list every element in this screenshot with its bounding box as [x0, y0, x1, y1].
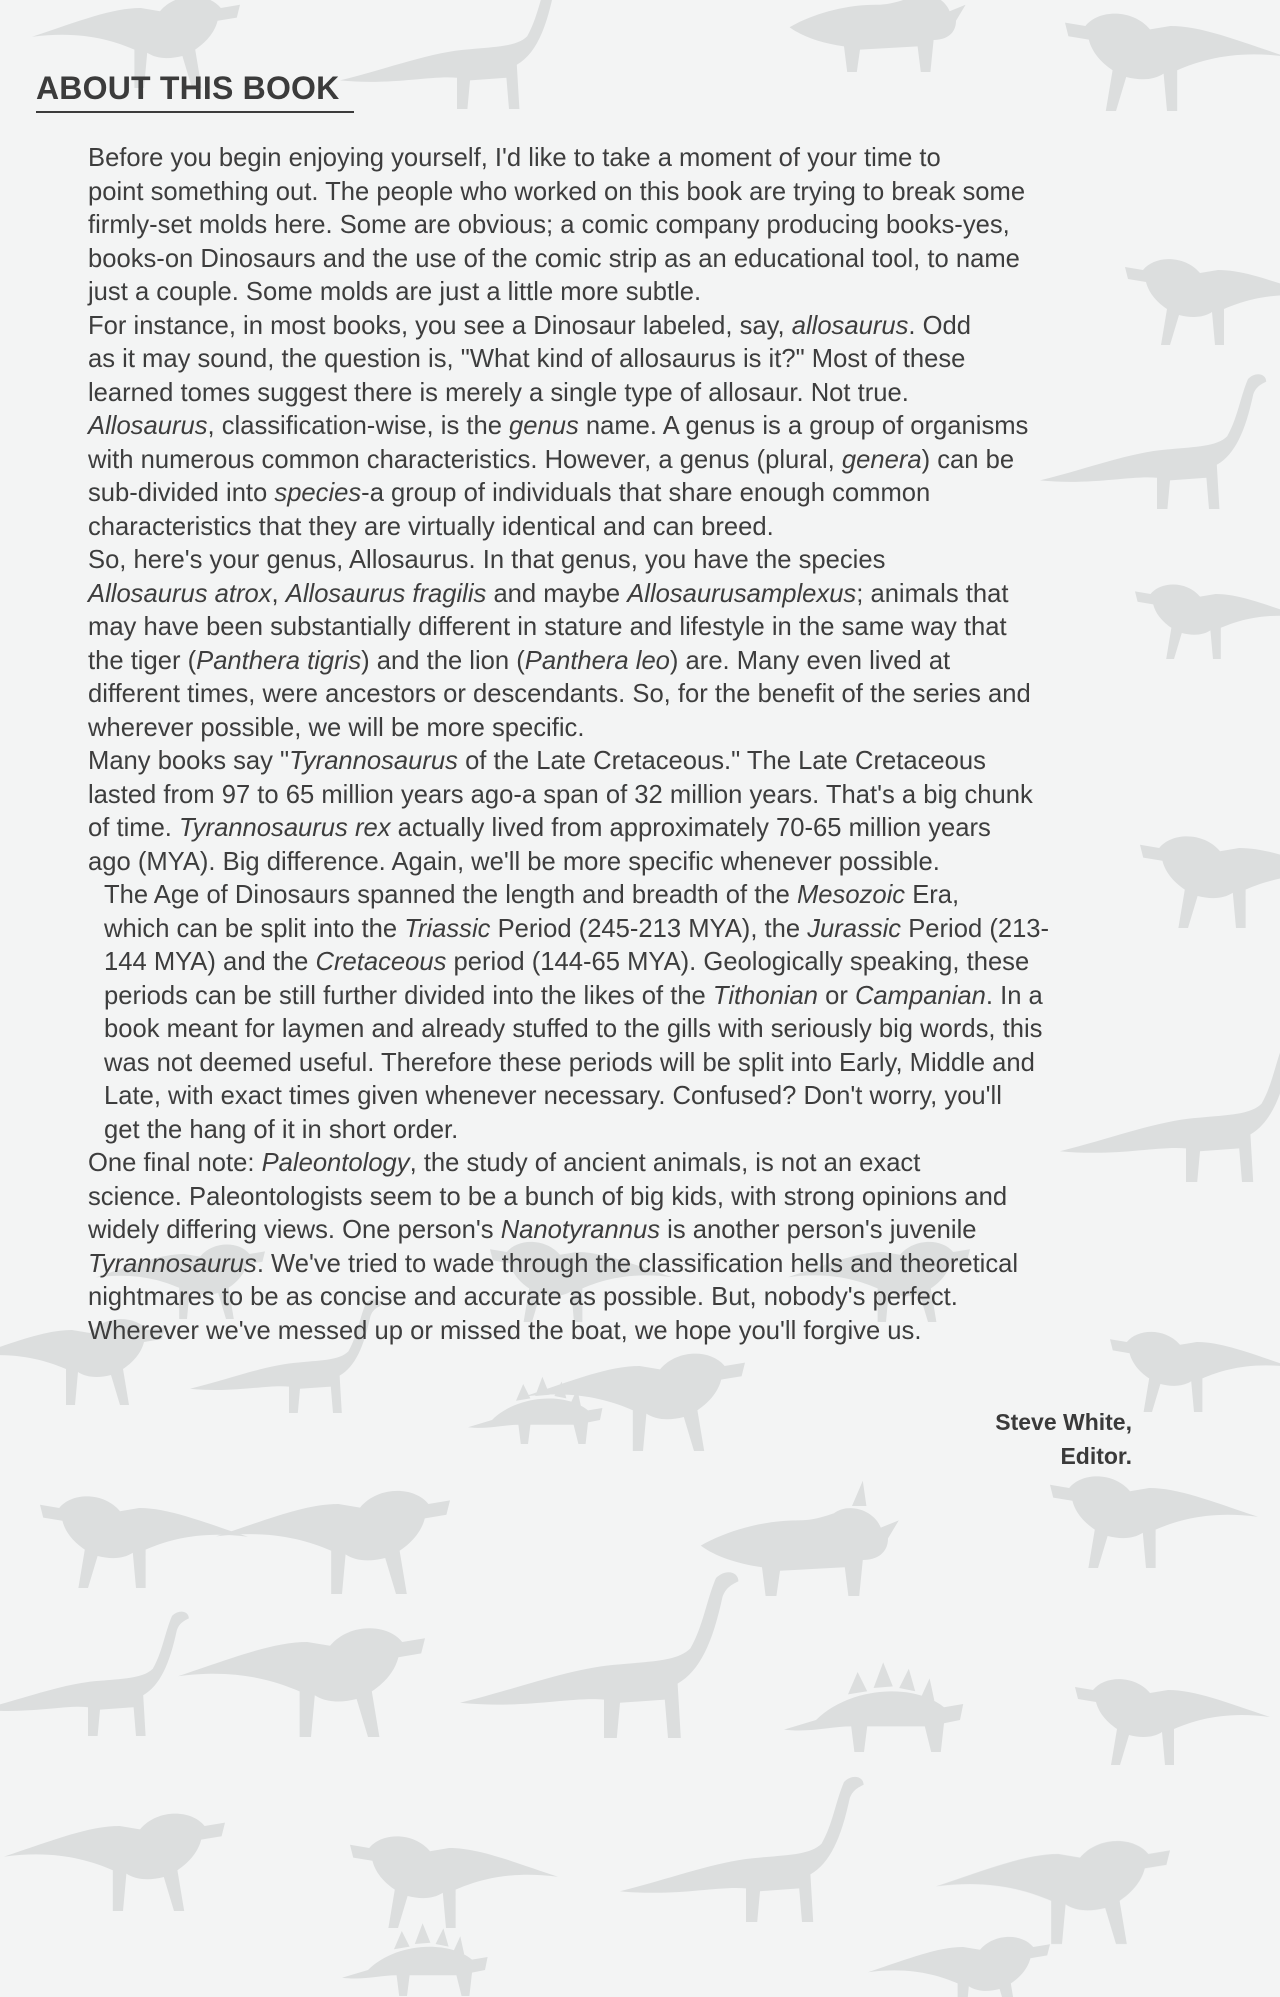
text-line — [38, 980, 1136, 1014]
italic-term: Panthera leo — [524, 646, 670, 675]
text-line — [38, 1181, 1136, 1215]
text-line — [38, 477, 1136, 511]
text-run: is another person's juvenile — [660, 1216, 977, 1244]
italic-term: Tyrannosaurus — [88, 1249, 257, 1278]
text-line — [38, 712, 1136, 746]
text-run: For instance, in most books, you see a Dinosaur labeled, say, — [88, 311, 792, 340]
text-line — [38, 645, 1136, 679]
text-line — [38, 377, 1136, 411]
paragraph — [38, 879, 1136, 1147]
text-run: sub-divided into — [88, 479, 275, 507]
text-run: Period (213- — [901, 914, 1050, 943]
text-run: ) can be — [921, 445, 1015, 474]
text-run: So, here's your genus, Allosaurus. In that genus, you have the species — [88, 546, 886, 574]
text-run: firmly-set molds here. Some are obvious; a comic company producing books-yes, — [88, 211, 1010, 239]
text-run: as it may sound, the question is, "What kind of allosaurus is it?" Most of these — [88, 345, 966, 373]
text-run: and maybe — [486, 579, 628, 608]
italic-term: Tithonian — [712, 981, 818, 1010]
italic-term: Tyrannosaurus rex — [179, 814, 391, 842]
text-run: -a group of individuals that share enough common — [361, 479, 931, 507]
italic-term: allosaurus — [791, 311, 909, 340]
text-line — [38, 410, 1136, 444]
text-run: Era, — [905, 881, 960, 909]
text-line — [38, 544, 1136, 578]
text-run: which can be split into the — [104, 914, 405, 943]
text-run: Wherever we've messed up or missed the boat, we hope you'll forgive us. — [88, 1316, 922, 1345]
text-line — [38, 879, 1136, 913]
text-line — [38, 1013, 1136, 1047]
text-line — [38, 444, 1136, 478]
italic-term: Nanotyrannus — [500, 1216, 661, 1244]
text-line — [38, 1281, 1136, 1315]
text-run: may have been substantially different in stature and lifestyle in the same way that — [88, 613, 1007, 641]
italic-term: genus — [509, 412, 579, 440]
text-run: or — [817, 981, 855, 1010]
text-run: period (144-65 MYA). Geologically speaking, these — [446, 948, 1030, 976]
text-run: nightmares to be as concise and accurate as possible. But, nobody's perfect. — [88, 1283, 958, 1311]
text-line — [38, 209, 1136, 243]
text-line — [38, 276, 1136, 310]
text-line — [38, 1114, 1136, 1148]
text-run: 144 MYA) and the — [104, 948, 316, 976]
text-run: ; animals that — [856, 579, 1009, 608]
signature-name: Steve White, — [995, 1409, 1132, 1435]
text-run: actually lived from approximately 70-65 million years — [390, 814, 991, 842]
italic-term: Paleontology — [261, 1149, 410, 1177]
text-line — [38, 611, 1136, 645]
italic-term: species — [274, 479, 362, 507]
text-run: of time. — [88, 814, 180, 842]
signature-title: Editor. — [1060, 1443, 1132, 1469]
paragraph — [38, 745, 1136, 879]
text-run: books-on Dinosaurs and the use of the comic strip as an educational tool, to name — [88, 244, 1020, 273]
paragraph — [38, 142, 1136, 310]
text-run: Before you begin enjoying yourself, I'd like to take a moment of your time to — [88, 144, 941, 172]
text-line — [38, 310, 1136, 344]
text-run: ) are. Many even lived at — [669, 646, 951, 675]
text-line — [38, 1147, 1136, 1181]
text-run: One final note: — [88, 1149, 262, 1177]
text-line — [38, 678, 1136, 712]
text-line — [38, 913, 1136, 947]
text-run: wherever possible, we will be more specific. — [88, 713, 585, 742]
text-run: lasted from 97 to 65 million years ago-a span of 32 million years. That's a big chunk — [88, 780, 1033, 809]
text-line — [38, 1080, 1136, 1114]
text-run: . Odd — [908, 311, 971, 340]
text-line — [38, 343, 1136, 377]
italic-term: Allosaurus fragilis — [285, 579, 487, 608]
italic-term: Campanian — [854, 981, 986, 1010]
text-run: ) and the lion ( — [361, 646, 525, 675]
paragraph — [38, 544, 1136, 745]
text-run: . In a — [985, 981, 1043, 1010]
paragraph — [38, 1147, 1136, 1348]
text-run: Late, with exact times given whenever necessary. Confused? Don't worry, you'll — [104, 1082, 1002, 1110]
text-run: , the study of ancient animals, is not an exact — [409, 1149, 921, 1177]
text-run: Many books say " — [88, 747, 290, 775]
text-line — [38, 243, 1136, 277]
text-line — [38, 176, 1136, 210]
text-run: just a couple. Some molds are just a little more subtle. — [88, 278, 702, 306]
text-run: periods can be still further divided into the likes of the — [104, 981, 713, 1010]
page-heading: ABOUT THIS BOOK — [36, 70, 354, 113]
text-run: ago (MYA). Big difference. Again, we'll be more specific whenever possible. — [88, 847, 940, 876]
text-run: characteristics that they are virtually identical and can breed. — [88, 512, 774, 541]
text-run: , classification-wise, is the — [207, 412, 510, 440]
text-run: science. Paleontologists seem to be a bunch of big kids, with strong opinions and — [88, 1182, 1008, 1211]
text-line — [38, 779, 1136, 813]
text-run: with numerous common characteristics. However, a genus (plural, — [88, 445, 842, 474]
italic-term: Cretaceous — [315, 948, 447, 976]
text-line — [38, 578, 1136, 612]
text-line — [38, 846, 1136, 880]
signature — [995, 1405, 1132, 1473]
italic-term: genera — [841, 445, 922, 474]
text-line — [38, 946, 1136, 980]
text-line — [38, 1315, 1136, 1349]
text-run: of the Late Cretaceous." The Late Cretaceous — [457, 747, 986, 775]
text-line — [38, 745, 1136, 779]
text-run: widely differing views. One person's — [88, 1216, 501, 1244]
italic-term: Allosaurus — [88, 412, 208, 440]
italic-term: Allosaurus atrox — [88, 579, 272, 608]
text-run: point something out. The people who worked on this book are trying to break some — [88, 177, 1026, 206]
paragraph — [38, 310, 1136, 545]
text-line — [38, 1047, 1136, 1081]
italic-term: Mesozoic — [796, 881, 906, 909]
text-line — [38, 1248, 1136, 1282]
text-line — [38, 142, 1136, 176]
italic-term: Triassic — [404, 914, 491, 943]
italic-term: Tyrannosaurus — [289, 747, 458, 775]
text-run: the tiger ( — [88, 646, 197, 675]
text-run: Period (245-213 MYA), the — [490, 914, 808, 943]
text-run: book meant for laymen and already stuffed to the gills with seriously big words, this — [104, 1015, 1043, 1043]
text-line — [38, 1214, 1136, 1248]
text-run: The Age of Dinosaurs spanned the length and breadth of the — [104, 881, 797, 909]
text-run: . We've tried to wade through the classification hells and theoretical — [256, 1249, 1019, 1278]
body-text — [38, 142, 1136, 1348]
text-run: get the hang of it in short order. — [104, 1115, 459, 1144]
text-run: learned tomes suggest there is merely a single type of allosaur. Not true. — [88, 378, 909, 407]
italic-term: Allosaurusamplexus — [627, 579, 857, 608]
text-run: , — [271, 579, 286, 608]
italic-term: Jurassic — [807, 914, 902, 943]
text-run: was not deemed useful. Therefore these periods will be split into Early, Middle and — [104, 1048, 1035, 1077]
text-run: different times, were ancestors or descendants. So, for the benefit of the series and — [88, 680, 1031, 708]
text-line — [38, 511, 1136, 545]
text-line — [38, 812, 1136, 846]
italic-term: Panthera tigris — [196, 646, 362, 675]
text-run: name. A genus is a group of organisms — [578, 412, 1029, 440]
